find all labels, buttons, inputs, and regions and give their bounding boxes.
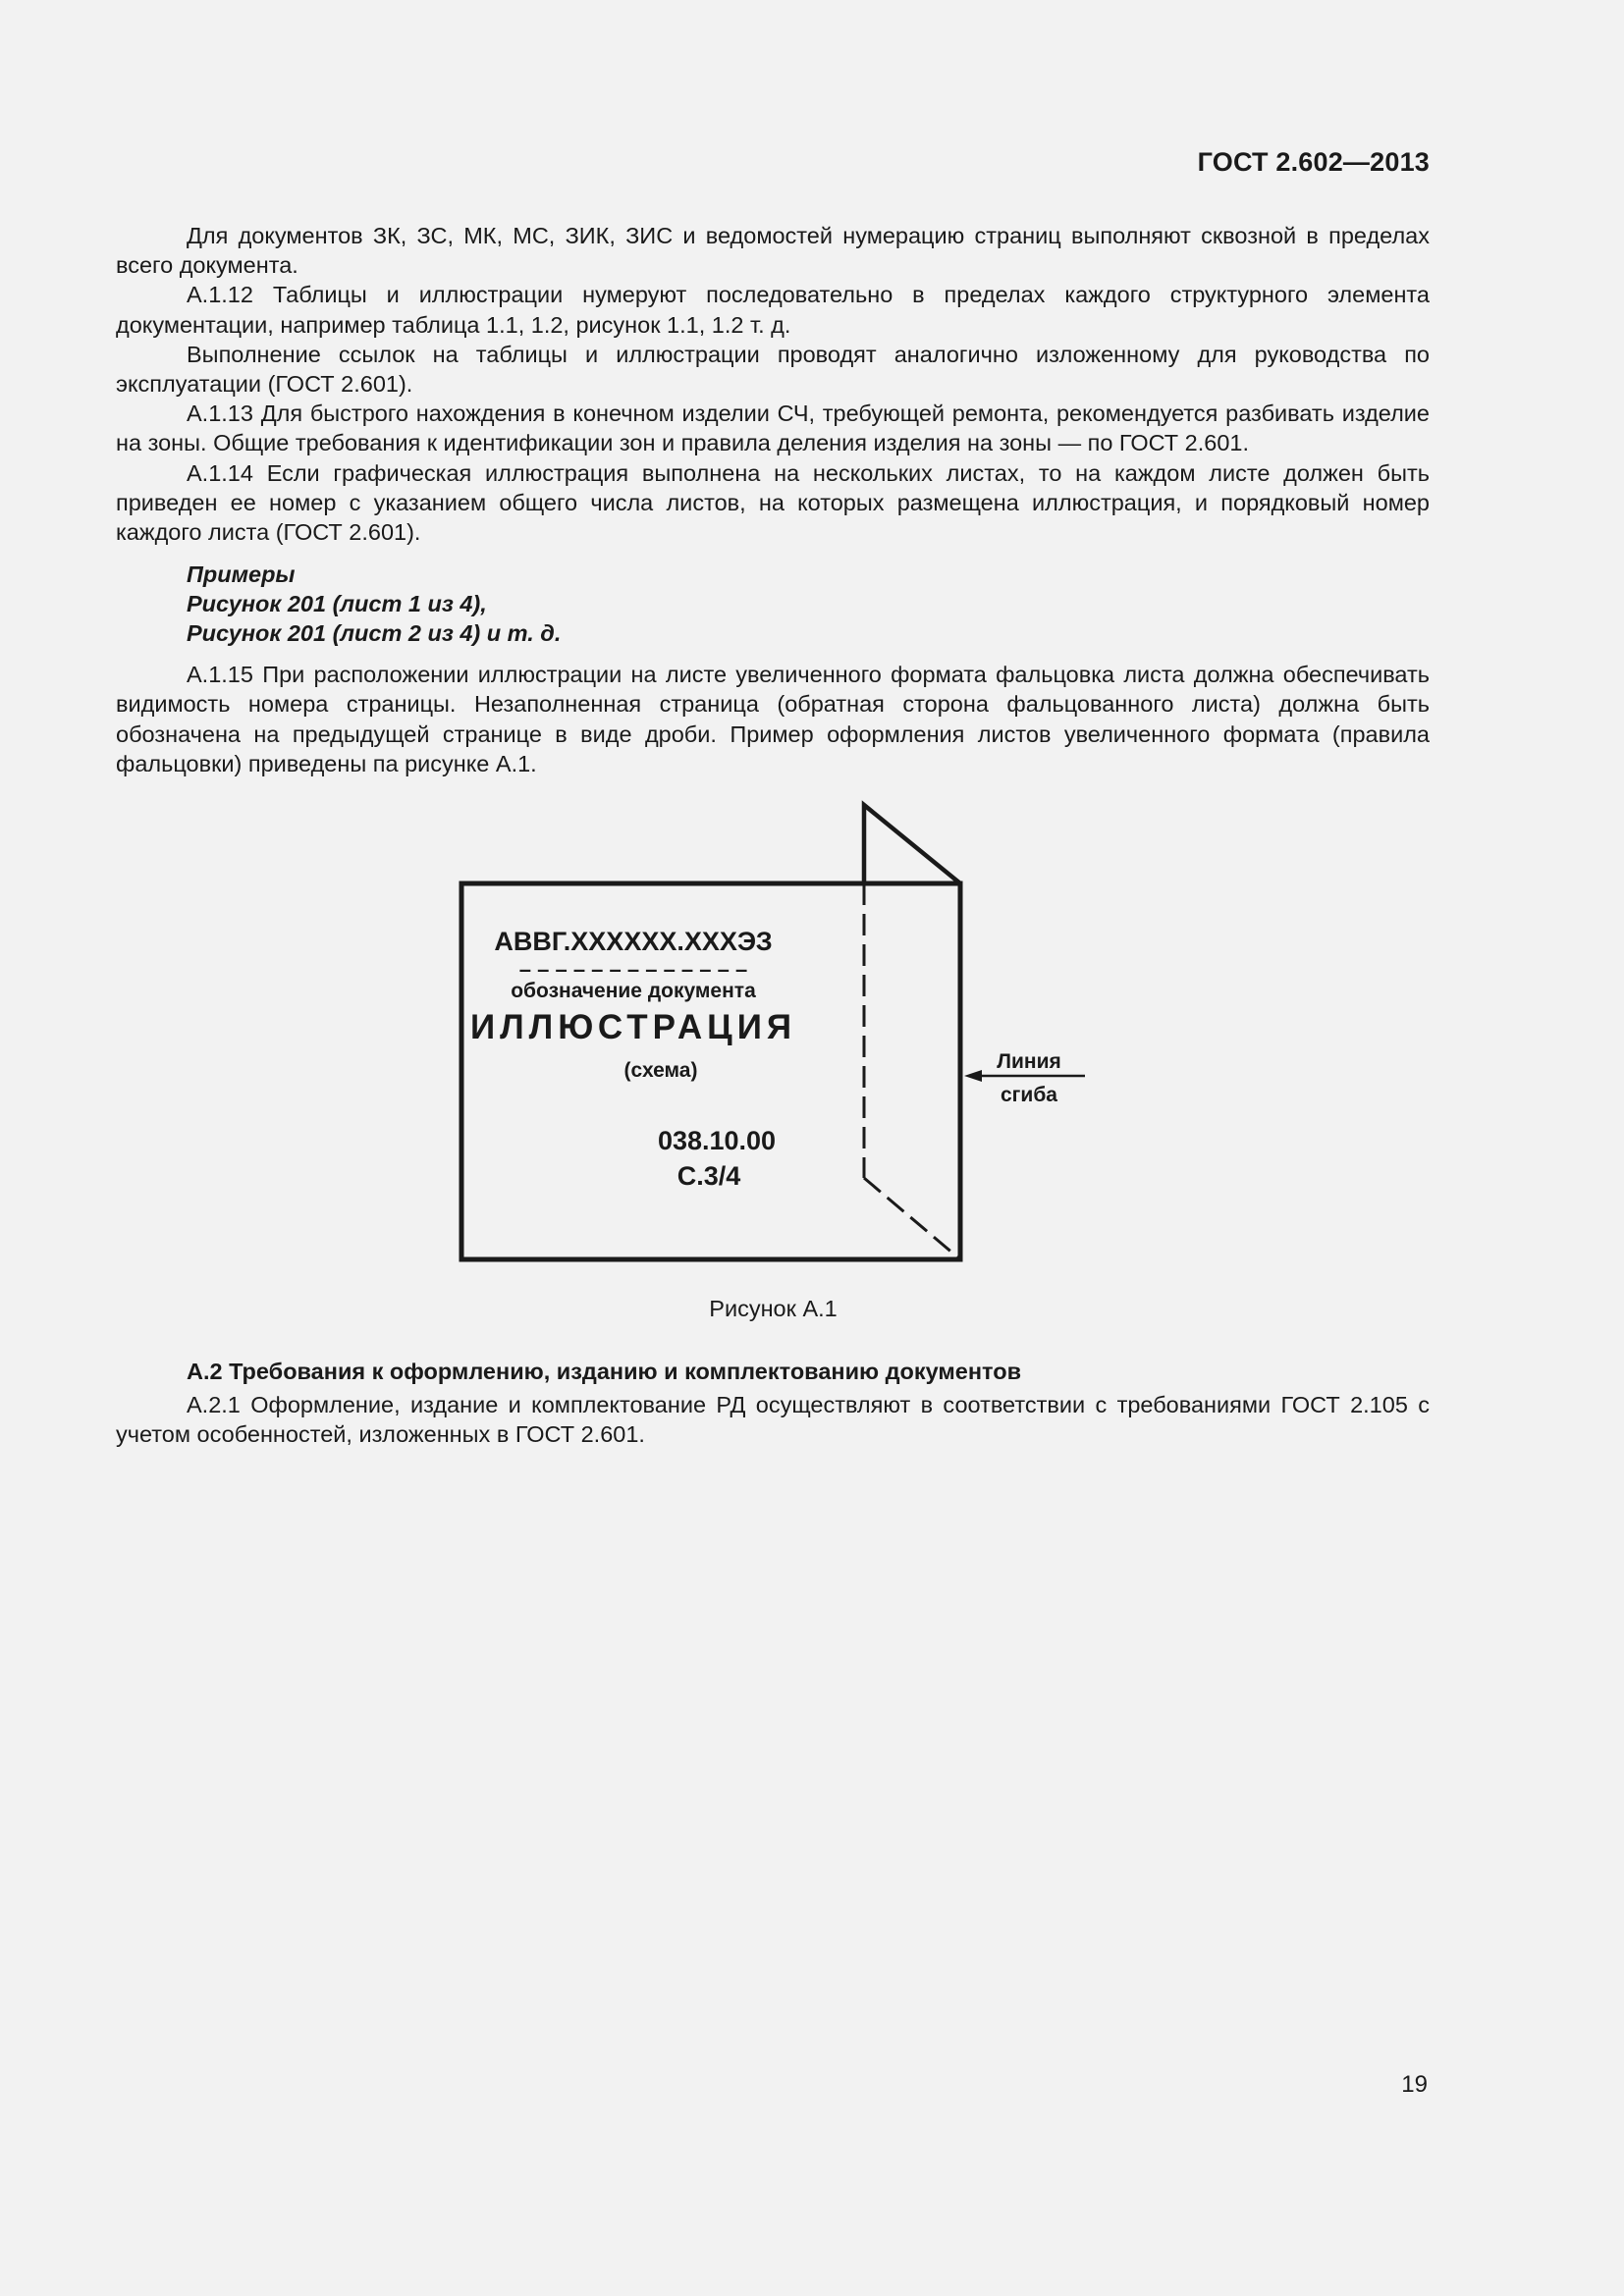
- section-heading: А.2 Требования к оформлению, изданию и комплектованию документов: [187, 1359, 1022, 1384]
- fold-label-line2: сгиба: [1001, 1084, 1057, 1106]
- figure-designation: АВВГ.XXXXXX.XXXЭЗ: [494, 927, 773, 956]
- figure-subtitle: (схема): [623, 1059, 698, 1082]
- figure-page-fraction: С.3/4: [677, 1161, 741, 1191]
- folded-sheet-diagram: [452, 795, 1119, 1266]
- paragraph: А.2.1 Оформление, издание и комплектование РД осуществляют в соответствии с требованиями ГОСТ 2.105 с учетом особенностей, изложенных в ГОСТ 2.601.: [116, 1392, 1430, 1448]
- section-a2: [116, 1357, 1430, 1450]
- arrow-left-icon: [964, 1070, 982, 1082]
- figure-caption: Рисунок А.1: [709, 1296, 838, 1321]
- examples-title: Примеры: [187, 561, 296, 588]
- figure-title: ИЛЛЮСТРАЦИЯ: [469, 1008, 797, 1046]
- fold-line-diagonal: [864, 1178, 960, 1259]
- paragraph: А.1.13 Для быстрого нахождения в конечном изделии СЧ, требующей ремонта, рекомендуется разбивать изделие на зоны. Общие требования к идентификации зон и правила деления изделия на зоны — по ГОСТ 2.601.: [116, 400, 1430, 456]
- page-number: 19: [1401, 2071, 1428, 2098]
- example-line: Рисунок 201 (лист 2 из 4) и т. д.: [187, 620, 562, 647]
- fold-flap-edge: [864, 805, 960, 883]
- example-line: Рисунок 201 (лист 1 из 4),: [187, 591, 487, 617]
- paragraph: Для документов ЗК, ЗС, МК, МС, ЗИК, ЗИС и ведомостей нумерацию страниц выполняют сквозной в пределах всего документа.: [116, 223, 1430, 279]
- figure-designation-caption: обозначение документа: [511, 980, 756, 1002]
- fold-label-line1: Линия: [997, 1050, 1061, 1073]
- figure-dash-line: – – – – – – – – – – – – –: [518, 957, 748, 982]
- examples-block: [187, 560, 1430, 648]
- figure-page-code: 038.10.00: [657, 1126, 777, 1155]
- paragraph: Выполнение ссылок на таблицы и иллюстрации проводят аналогично изложенному для руководства по эксплуатации (ГОСТ 2.601).: [116, 341, 1430, 398]
- body-text: [116, 221, 1430, 778]
- paragraph: А.1.12 Таблицы и иллюстрации нумеруют последовательно в пределах каждого структурного элемента документации, например таблица 1.1, 1.2, рисунок 1.1, 1.2 т. д.: [116, 282, 1430, 338]
- paragraph: А.1.14 Если графическая иллюстрация выполнена на нескольких листах, то на каждом листе должен быть приведен ее номер с указанием общего числа листов, на которых размещена иллюстрация, и порядковый номер каждого листа (ГОСТ 2.601).: [116, 459, 1430, 546]
- paragraph: А.1.15 При расположении иллюстрации на листе увеличенного формата фальцовка листа должна обеспечивать видимость номера страницы. Незаполненная страница (обратная сторона фальцованного листа) должна быть обозначена на предыдущей странице в виде дроби. Пример оформления листов увеличенного формата (правила фальцовки) приведены па рисунке А.1.: [116, 662, 1430, 776]
- figure-folded-sheet: [452, 795, 1119, 1266]
- document-code-header: ГОСТ 2.602—2013: [1197, 147, 1430, 177]
